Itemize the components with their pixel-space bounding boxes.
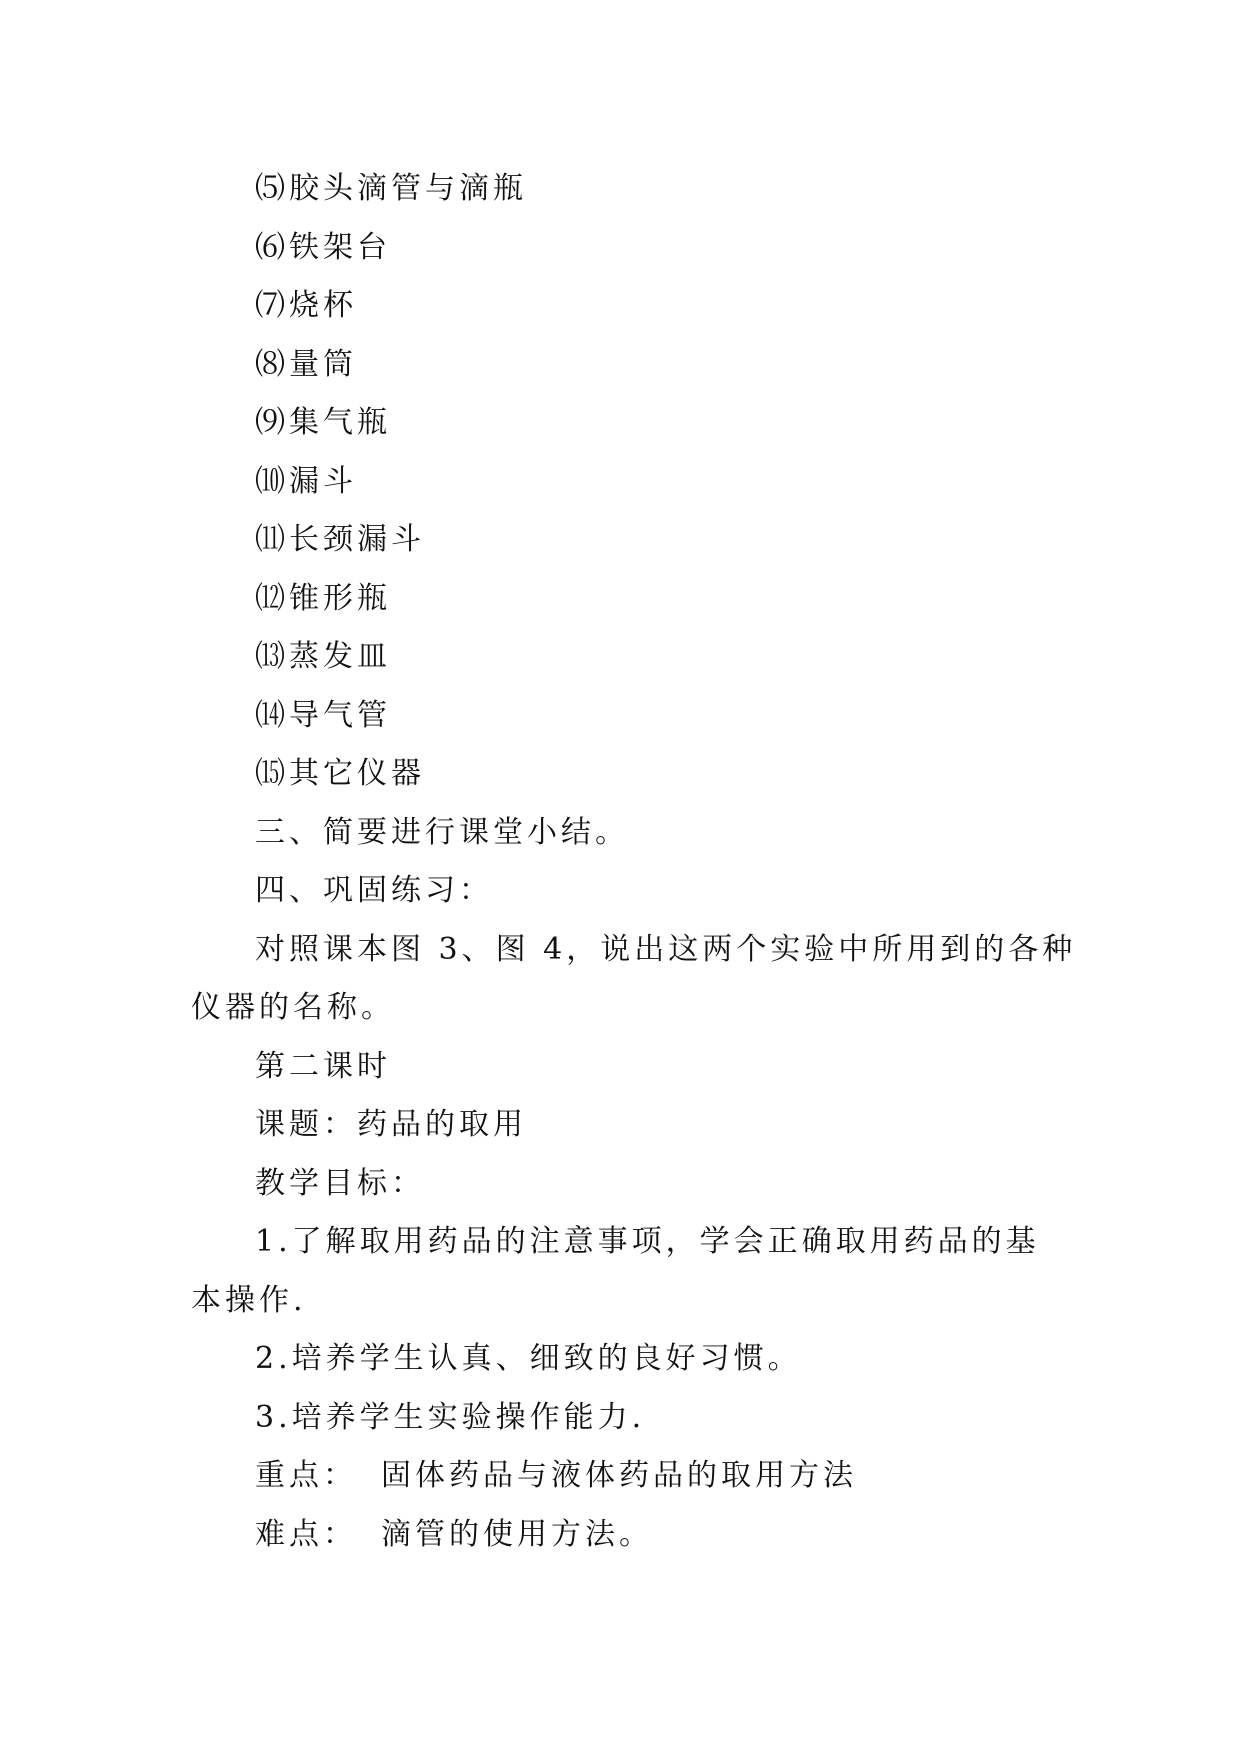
lesson-heading: 第二课时 <box>255 1048 391 1084</box>
goal-1-line-2: 本操作. <box>191 1282 307 1318</box>
list-item: ⑹铁架台 <box>255 229 391 265</box>
key-point-line <box>191 1447 1051 1506</box>
list-item: ⒀蒸发皿 <box>255 639 391 674</box>
difficulty-label: 难点： <box>255 1516 357 1552</box>
difficulty-line <box>191 1506 1051 1565</box>
section-heading-summary: 三、简要进行课堂小结。 <box>255 814 629 850</box>
key-point-text: 固体药品与液体药品的取用方法 <box>381 1458 857 1493</box>
difficulty-text: 滴管的使用方法。 <box>381 1516 653 1552</box>
list-item: ⑾长颈漏斗 <box>255 522 425 557</box>
section-heading-exercise: 四、巩固练习： <box>255 873 493 908</box>
list-item: ⑿锥形瓶 <box>255 580 391 616</box>
list-item: ⑸胶头滴管与滴瓶 <box>255 171 527 206</box>
goals-heading: 教学目标： <box>255 1165 425 1201</box>
topic-line: 课题：药品的取用 <box>255 1107 527 1142</box>
exercise-text-line-1: 对照课本图 3、图 4，说出这两个实验中所用到的各种 <box>255 931 1077 967</box>
list-item: ⒁导气管 <box>255 697 391 733</box>
goal-2: 2.培养学生认真、细致的良好习惯。 <box>255 1341 802 1376</box>
list-item: ⑻量筒 <box>255 346 357 382</box>
key-point-label: 重点： <box>255 1458 357 1493</box>
list-item: ⑺烧杯 <box>255 288 357 323</box>
exercise-text-line-2: 仪器的名称。 <box>191 990 395 1025</box>
goal-1-line-1: 1.了解取用药品的注意事项，学会正确取用药品的基 <box>255 1224 1040 1259</box>
list-item: ⑼集气瓶 <box>255 405 391 440</box>
list-item: ⒂其它仪器 <box>255 756 425 791</box>
list-item: ⑽漏斗 <box>255 463 357 499</box>
goal-3: 3.培养学生实验操作能力. <box>255 1399 646 1435</box>
document-body <box>191 160 1077 1564</box>
